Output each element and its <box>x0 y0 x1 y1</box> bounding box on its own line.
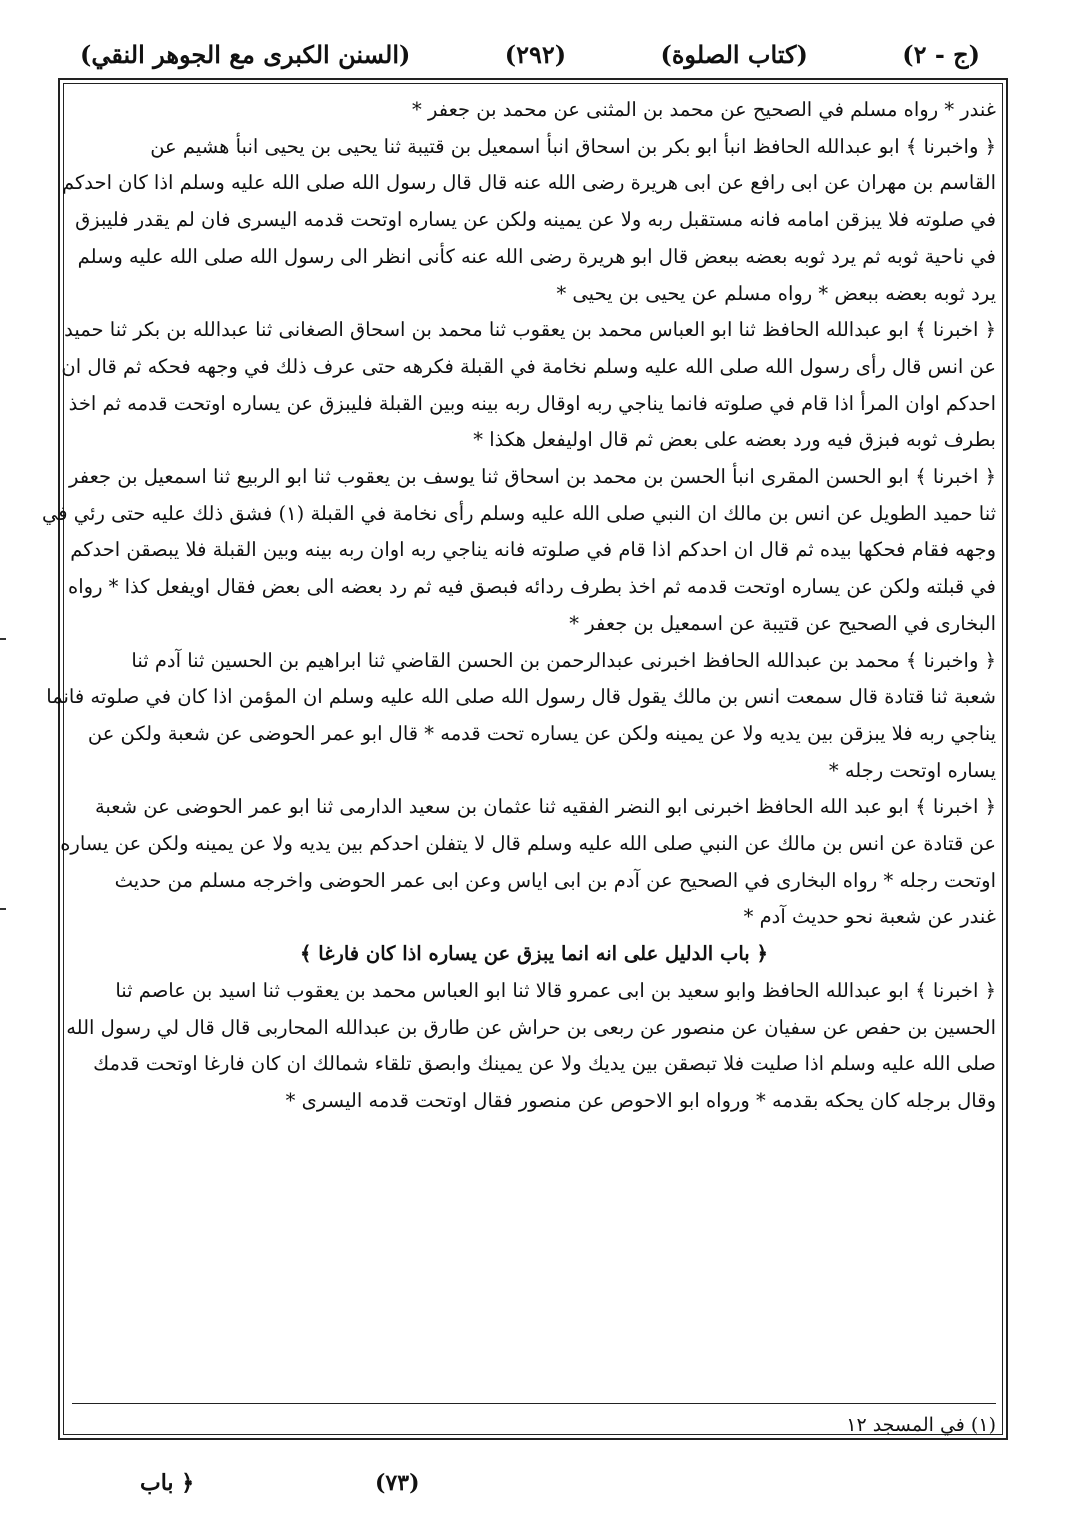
text-line: شعبة ثنا قتادة قال سمعت انس بن مالك يقول قال رسول الله صلى الله عليه وسلم ان المؤمن اذا كان في صلوته فانما <box>46 685 996 709</box>
section-title: (كتاب الصلوة) <box>660 39 808 69</box>
page-footer <box>140 1470 920 1506</box>
text-line: ﴿ اخبرنا ﴾ ابو عبدالله الحافظ وابو سعيد بن ابى عمرو قالا ثنا ابو العباس محمد بن يعقوب ثنا اسيد بن عاصم ثنا <box>115 978 996 1002</box>
text-line: في قبلته ولكن عن يساره اوتحت قدمه ثم اخذ بطرف ردائه فبصق فيه ثم رد بعضه الى بعض فقال اويفعل كذا * رواه <box>68 575 996 599</box>
print-page-number: (٧٣) <box>375 1470 420 1496</box>
text-line: اوتحت رجله * رواه البخارى في الصحيح عن آدم بن ابى اياس وعن ابى عمر الحوضى واخرجه مسلم من حديث <box>114 868 996 892</box>
text-line: غندر * رواه مسلم في الصحيح عن محمد بن المثنى عن محمد بن جعفر * <box>412 98 996 121</box>
text-line: في ناحية ثوبه ثم يرد ثوبه بعضه ببعض قال ابو هريرة رضى الله عنه كأنى انظر الى رسول الله صلى الله عليه وسلم <box>77 244 996 268</box>
running-header <box>80 34 980 74</box>
catchword: ﴿ باب <box>140 1470 195 1496</box>
text-line: عن انس قال رأى رسول الله صلى الله عليه وسلم نخامة في القبلة فكرهه حتى عرف ذلك في وجهه فحكه ثم قال ان <box>61 354 996 378</box>
volume-label: (ج - ٢) <box>902 39 980 69</box>
text-line: الحسين بن حفص عن سفيان عن منصور عن ربعى بن حراش عن طارق بن عبدالله المحاربى قال قال لي رسول الله <box>66 1015 996 1039</box>
text-line: ﴿ اخبرنا ﴾ ابو عبدالله الحافظ ثنا ابو العباس محمد بن يعقوب ثنا محمد بن اسحاق الصغانى ثنا عبدالله بن بكر ثنا حميد <box>64 318 996 342</box>
text-line: غندر عن شعبة نحو حديث آدم * <box>743 905 996 929</box>
book-title: (السنن الكبرى مع الجوهر النقي) <box>80 39 411 69</box>
text-line: ﴿ واخبرنا ﴾ ابو عبدالله الحافظ انبأ ابو بكر بن اسحاق انبأ اسمعيل بن قتيبة ثنا يحيى بن يحيى انبأ هشيم عن <box>150 134 996 158</box>
text-line: ﴿ اخبرنا ﴾ ابو الحسن المقرى انبأ الحسن بن محمد بن اسحاق ثنا يوسف بن يعقوب ثنا ابو الربيع ثنا اسمعيل بن جعفر <box>68 465 996 489</box>
text-line: وجهه فقام فحكها بيده ثم قال ان احدكم اذا قام في صلوته فانه يناجي ربه اوان ربه بينه وبين القبلة فلا يبصقن احدكم <box>70 538 996 562</box>
footnote-divider <box>72 1403 996 1404</box>
text-line: ثنا حميد الطويل عن انس بن مالك ان النبي صلى الله عليه وسلم رأى نخامة في القبلة (١) فشق ذلك عليه حتى رئي في <box>42 501 996 525</box>
text-line: بطرف ثوبه فبزق فيه ورد بعضه على بعض ثم قال اوليفعل هكذا * <box>473 428 996 452</box>
page-number: (٢٩٢) <box>504 39 567 69</box>
text-line: ﴿ اخبرنا ﴾ ابو عبد الله الحافظ اخبرنى ابو النضر الفقيه ثنا عثمان بن سعيد الدارمى ثنا ابو عمر الحوضى عن شعبة <box>94 795 996 819</box>
text-line: البخارى في الصحيح عن قتيبة عن اسمعيل بن جعفر * <box>569 611 996 635</box>
text-line: يناجي ربه فلا يبزقن بين يديه ولا عن يمينه ولكن عن يساره تحت قدمه * قال ابو عمر الحوضى عن شعبة ولكن عن <box>87 721 996 745</box>
text-line: وقال برجله كان يحكه بقدمه * ورواه ابو الاحوص عن منصور فقال اوتحت قدمه اليسرى * <box>285 1088 996 1112</box>
text-line: احدكم اوان المرأ اذا قام في صلوته فانما يناجي ربه اوقال ربه بينه وبين القبلة فليبزق عن يساره اوتحت قدمه ثم اخذ <box>68 391 996 415</box>
margin-mark <box>0 908 6 910</box>
main-text <box>42 92 996 1120</box>
text-line: القاسم بن مهران عن ابى رافع عن ابى هريرة رضى الله عنه قال قال رسول الله صلى الله عليه وسلم اذا كان احدكم <box>62 171 996 195</box>
text-line: عن قتادة عن انس بن مالك عن النبي صلى الله عليه وسلم قال لا يتفلن احدكم بين يديه ولا عن يمينه ولكن عن يساره <box>60 832 996 856</box>
text-line: يساره اوتحت رجله * <box>828 758 996 782</box>
chapter-heading: ﴿ باب الدليل على انه انما يبزق عن يساره اذا كان فارغا ﴾ <box>300 942 768 966</box>
margin-mark <box>0 638 6 640</box>
text-line: يرد ثوبه بعضه ببعض * رواه مسلم عن يحيى بن يحيى * <box>556 281 996 305</box>
text-line: ﴿ واخبرنا ﴾ محمد بن عبدالله الحافظ اخبرنى عبدالرحمن بن الحسن القاضي ثنا ابراهيم بن الحسين ثنا آدم ثنا <box>131 648 996 672</box>
text-line: في صلوته فلا يبزقن امامه فانه مستقبل ربه ولا عن يمينه ولكن عن يساره اوتحت قدمه اليسرى فان لم يقدر فليبزق <box>75 208 996 232</box>
text-line: صلى الله عليه وسلم اذا صليت فلا تبصقن بين يديك ولا عن يمينك وابصق تلقاء شمالك ان كان فارغا اوتحت قدمك <box>93 1052 996 1076</box>
footnote: (١) في المسجد ١٢ <box>846 1414 996 1436</box>
